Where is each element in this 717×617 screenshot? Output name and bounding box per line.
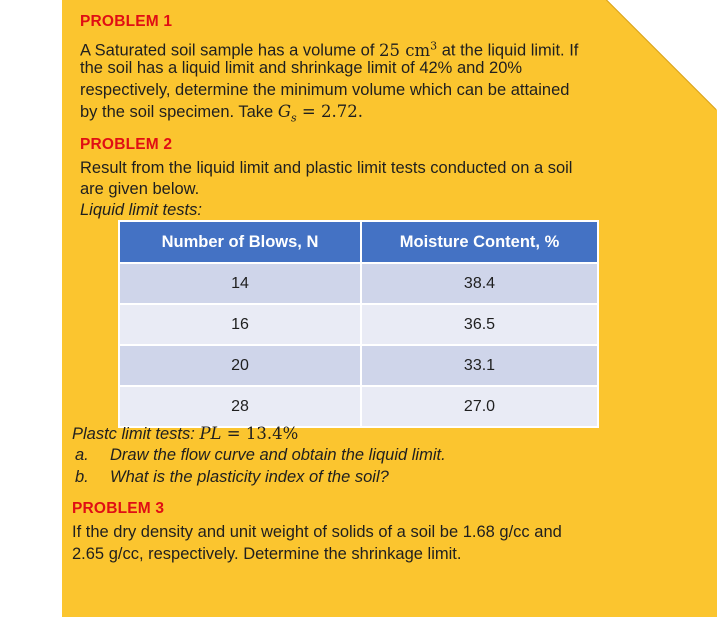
blows-cell: 16: [119, 304, 361, 345]
problem-3-line-2: 2.65 g/cc, respectively. Determine the shrinkage limit.: [72, 545, 462, 563]
table-row: [119, 345, 598, 386]
problem-3-title: PROBLEM 3: [72, 500, 165, 517]
problem-1-line-1: A Saturated soil sample has a volume of 25 $cm^3$ at the liquid limit. If: [80, 39, 579, 60]
problem-2-title: PROBLEM 2: [80, 136, 173, 153]
liquid-limit-label: Liquid limit tests:: [80, 201, 202, 219]
header-moisture: Moisture Content, %: [361, 221, 598, 263]
problem-3-line-1: If the dry density and unit weight of solids of a soil be 1.68 g/cc and: [72, 523, 562, 541]
problem-2-line-2: are given below.: [80, 180, 200, 198]
moisture-cell: 27.0: [361, 386, 598, 427]
moisture-cell: 33.1: [361, 345, 598, 386]
blows-cell: 28: [119, 386, 361, 427]
problem-1-line-3: respectively, determine the minimum volume which can be attained: [80, 81, 570, 99]
problem-1-line-2: the soil has a liquid limit and shrinkage limit of 42% and 20%: [80, 59, 523, 77]
volume-value: 25 $cm^3$: [379, 39, 438, 60]
moisture-cell: 38.4: [361, 263, 598, 304]
table-header-row: [119, 221, 598, 263]
problem-1-line-4: by the soil specimen. Take $G_s = 2.72$.: [80, 102, 363, 125]
list-item-b: b. What is the plasticity index of the soil?: [75, 468, 389, 486]
moisture-cell: 36.5: [361, 304, 598, 345]
table-row: [119, 386, 598, 427]
blows-cell: 20: [119, 345, 361, 386]
header-blows: Number of Blows, N: [119, 221, 361, 263]
table-row: [119, 304, 598, 345]
problem-2-line-1: Result from the liquid limit and plastic limit tests conducted on a soil: [80, 159, 573, 177]
blows-cell: 14: [119, 263, 361, 304]
problem-1-title: PROBLEM 1: [80, 13, 173, 30]
list-item-a: a. Draw the flow curve and obtain the liquid limit.: [75, 446, 446, 464]
plastic-limit-line: Plastc limit tests: PL = 13.4%: [72, 424, 299, 443]
table-row: [119, 263, 598, 304]
gs-symbol: $G_s$: [277, 102, 297, 125]
liquid-limit-table: [118, 220, 599, 428]
